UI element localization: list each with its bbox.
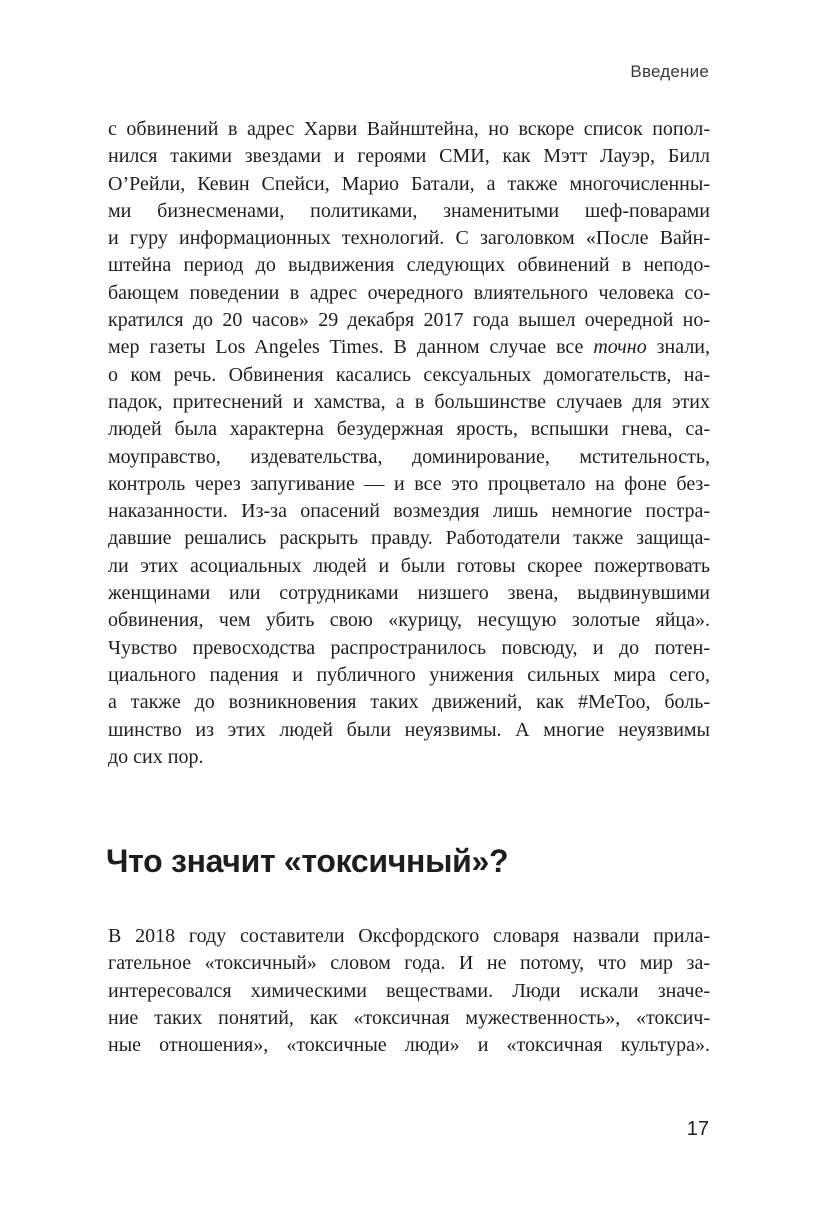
running-head: Введение bbox=[630, 62, 709, 81]
text-line: наказанности. Из-за опасений возмездия лишь немногие постра- bbox=[108, 500, 710, 523]
text-segment: знали, bbox=[646, 336, 711, 359]
text-line: женщинами или сотрудниками низшего звена, выдвинувшими bbox=[108, 582, 710, 605]
text-line: кратился до 20 часов» 29 декабря 2017 года вышел очередной но- bbox=[108, 309, 710, 332]
text-line: шинство из этих людей были неуязвимы. А многие неуязвимы bbox=[108, 718, 710, 741]
text-line: моуправство, издевательства, доминирование, мстительность, bbox=[108, 445, 710, 468]
text-line: ли этих асоциальных людей и были готовы скорее пожертвовать bbox=[108, 554, 710, 577]
text-line: обвинения, чем убить свою «курицу, несущую золотые яйца». bbox=[108, 609, 710, 632]
text-line: контроль через запугивание — и все это процветало на фоне без- bbox=[108, 472, 710, 495]
text-line: до сих пор. bbox=[108, 745, 204, 768]
text-line: а также до возникновения таких движений, как #MeToo, боль- bbox=[108, 691, 710, 714]
text-segment: мер газеты Los Angeles Times. В данном случае все bbox=[108, 336, 594, 359]
text-line: падок, притеснений и хамства, а в большинстве случаев для этих bbox=[108, 390, 710, 413]
text-line: бающем поведении в адрес очередного влиятельного человека со- bbox=[108, 281, 710, 304]
text-line: интересовался химическими веществами. Люди искали значе- bbox=[108, 979, 710, 1002]
text-line: давшие решались раскрыть правду. Работодатели также защища- bbox=[108, 527, 710, 550]
italic-emphasis: точно bbox=[593, 336, 647, 359]
section-heading: Что значит «токсичный»? bbox=[106, 843, 509, 879]
text-line: В 2018 году составители Оксфордского словаря назвали прила- bbox=[108, 925, 710, 947]
text-line: штейна период до выдвижения следующих обвинений в неподо- bbox=[108, 254, 710, 277]
text-line: с обвинений в адрес Харви Вайнштейна, но вскоре список попол- bbox=[108, 118, 710, 140]
text-line bbox=[108, 334, 710, 361]
text-line: ние таких понятий, как «токсичная мужественность», «токсич- bbox=[108, 1006, 710, 1029]
text-line: нился такими звездами и героями СМИ, как Мэтт Лауэр, Билл bbox=[108, 145, 710, 168]
text-line: О’Рейли, Кевин Спейси, Марио Батали, а также многочисленны- bbox=[108, 172, 710, 195]
body-paragraph bbox=[108, 116, 710, 771]
text-line: и гуру информационных технологий. С заголовком «После Вайн- bbox=[108, 227, 710, 250]
text-line: Чувство превосходства распространилось повсюду, и до потен- bbox=[108, 636, 710, 659]
text-line: о ком речь. Обвинения касались сексуальных домогательств, на- bbox=[108, 363, 710, 386]
text-line: ми бизнесменами, политиками, знаменитыми шеф-поварами bbox=[108, 199, 710, 222]
text-line: гательное «токсичный» словом года. И не потому, что мир за- bbox=[108, 952, 710, 975]
body-paragraph bbox=[108, 923, 710, 1059]
text-line: циального падения и публичного унижения сильных мира сего, bbox=[108, 663, 710, 686]
text-line: ные отношения», «токсичные люди» и «токсичная культура». bbox=[108, 1034, 710, 1057]
page-number: 17 bbox=[686, 1118, 709, 1140]
text-line: людей была характерна безудержная ярость, вспышки гнева, са- bbox=[108, 418, 710, 441]
